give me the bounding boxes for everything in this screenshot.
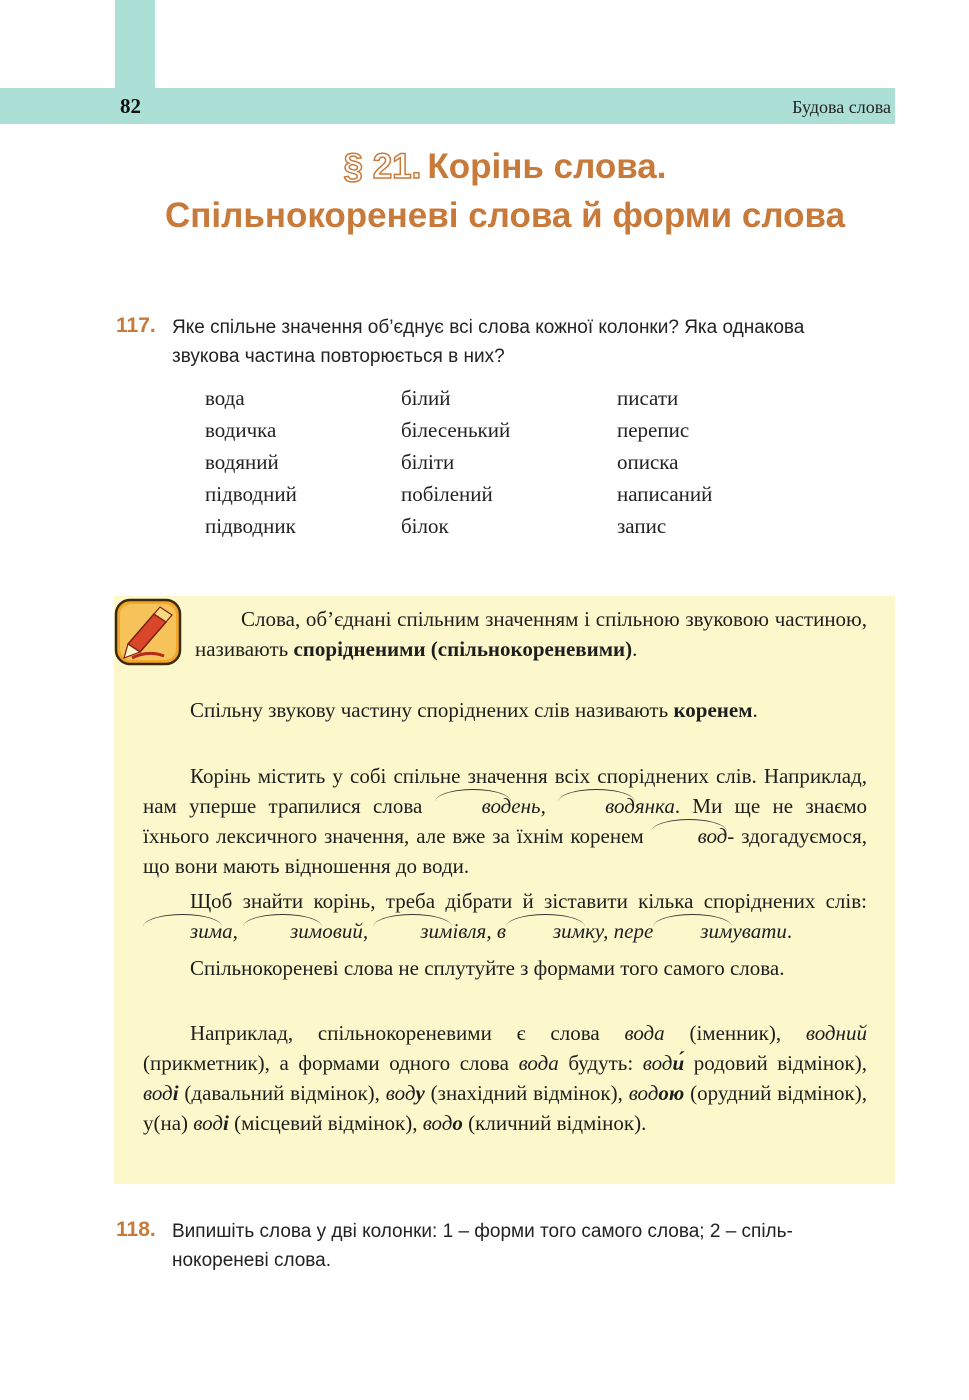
word: білесенький [401,418,511,442]
page-title-line1 [0,147,969,187]
rule-term: спорідненими (спільнокореневими) [293,637,633,661]
example-word: водень, водянка [435,794,675,818]
word: водяний [205,450,279,474]
word: водичка [205,418,277,442]
rule-paragraph-5 [143,953,867,983]
word: написаний [617,482,713,506]
root-arc: вод [651,821,728,851]
exercise-118-line1: Випишіть слова у дві колонки: 1 – форми того самого слова; 2 – спіль- [172,1221,793,1242]
rule-term: коренем [673,698,753,722]
exercise-117-text [172,313,804,371]
page-number: 82 [120,94,141,118]
exercise-118-number: 118. [116,1218,156,1241]
rule-text: . [786,919,793,943]
exercise-118-line2: нокореневі слова. [172,1250,332,1271]
exercise-117-line1: Яке спільне значення об’єднує всі слова кожної колонки? Яка однакова [172,317,805,338]
rule-text: . [632,637,638,661]
pen-icon [114,598,182,666]
rule-text: Спільнокореневі слова не сплутуйте з формами того самого слова. [190,956,785,980]
word: підводник [205,514,296,538]
word: підводний [205,482,297,506]
rule-paragraph-2 [143,695,867,725]
exercise-118-text [172,1217,793,1275]
word: писати [617,386,679,410]
section-name: Будова слова [792,97,891,117]
rule-text: Корінь містить у собі спільне значення всіх споріднених слів. Наприклад, нам уперше трапилися слова [143,764,867,818]
word: білий [401,386,451,410]
rule-paragraph-3 [143,761,867,881]
rule-text: - здогадуємося, що вони мають відношення до води. [143,824,867,878]
section-number: § 21. [343,147,422,186]
word-column-2 [401,382,631,542]
word: вода [205,386,245,410]
rule-text: . Ми ще не знаємо їхнього лексичного значення, але вже за їхнім коренем [143,794,868,848]
word: біліти [401,450,455,474]
word-column-3 [617,382,847,542]
word: білок [401,514,449,538]
rule-paragraph-6: Наприклад, спільнокореневими є слова вода (іменник), водний (прикметник), а формами одного слова вода будуть: води́ родовий відмінок), воді (давальний відмінок), воду (знахідний відмінок), водою (орудний відмінок), у(на) воді (місцевий відмінок), водо (кличний відмінок). [143,1021,868,1135]
word: описка [617,450,679,474]
exercise-117-line2: звукова частина повторюється в них? [172,346,505,367]
word: запис [617,514,667,538]
example-words: зима, зимовий, зимівля, в зимку, пере зимувати [143,919,787,943]
rule-paragraph-1 [195,604,867,664]
rule-text: Слова, об’єднані спільним значенням і спільною звуковою частиною, називають [195,607,867,661]
rule-text: . [752,698,758,722]
rule-text: Щоб знайти корінь, треба дібрати й зіставити кілька споріднених слів: [190,889,867,913]
root-arc: вод [435,791,512,821]
word: перепис [617,418,690,442]
rule-paragraph-4 [143,886,867,946]
exercise-117-number: 117. [116,314,156,337]
word: побілений [401,482,493,506]
root-arc: вод [558,791,635,821]
title-text-1: Корінь слова. [427,147,667,186]
rule-text: Спільну звукову частину споріднених слів називають [190,698,674,722]
page-title-line2: Спільнокореневі слова й форми слова [164,196,846,235]
